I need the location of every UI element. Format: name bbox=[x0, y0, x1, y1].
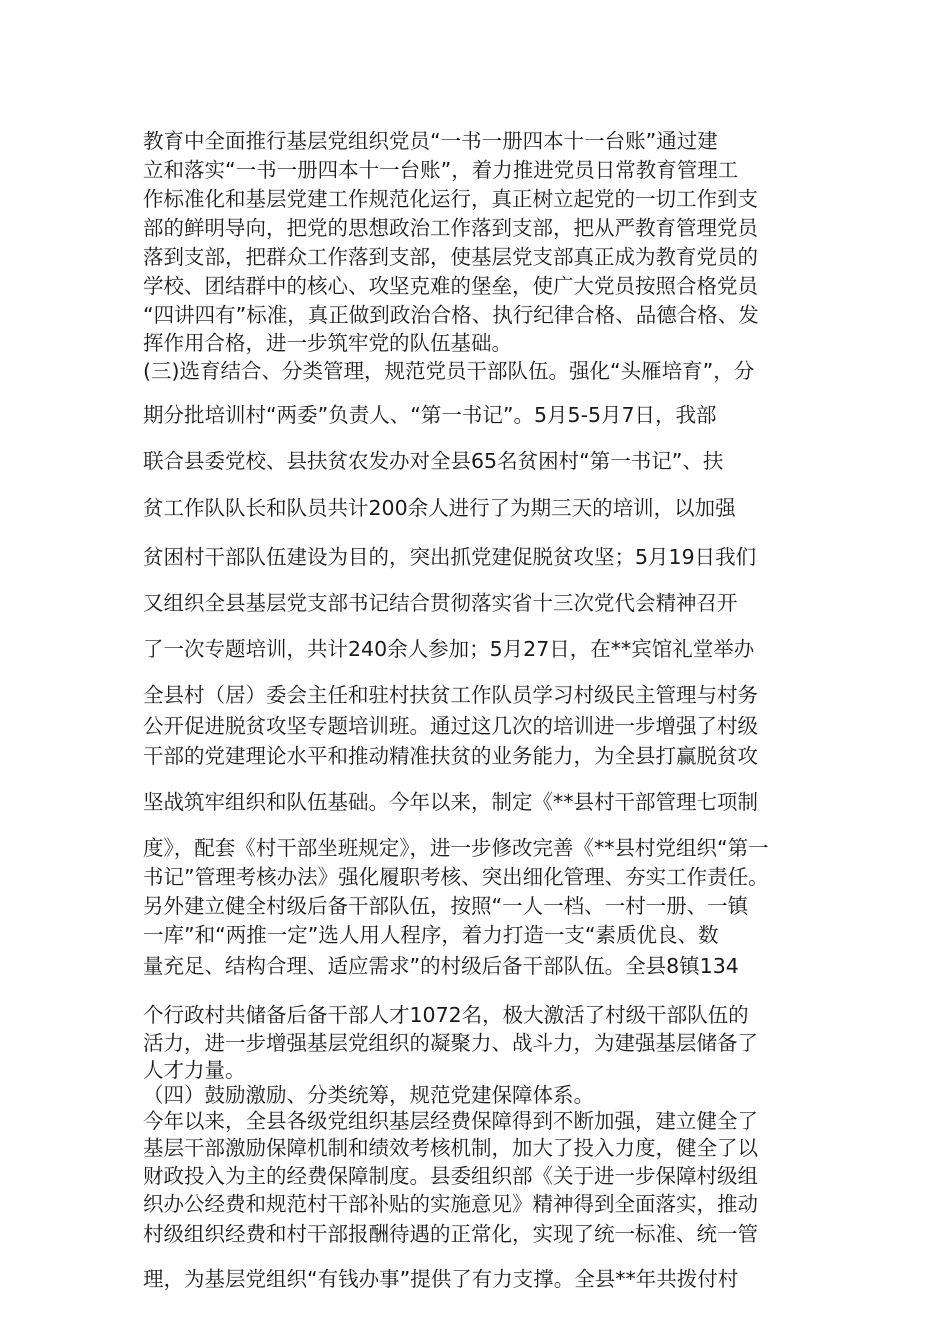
text-line-16: 全县村（居）委会主任和驻村扶贫工作队员学习村级民主管理与村务 bbox=[143, 683, 758, 707]
text-line-4: 部的鲜明导向，把党的思想政治工作落到支部，把从严教育管理党员 bbox=[143, 216, 758, 240]
text-line-1: 教育中全面推行基层党组织党员“一书一册四本十一台账”通过建 bbox=[143, 129, 718, 153]
text-line-5: 落到支部，把群众工作落到支部，使基层党支部真正成为教育党员的 bbox=[143, 245, 758, 269]
text-line-11: 联合县委党校、县扶贫农发办对全县65名贫困村“第一书记”、扶 bbox=[143, 449, 724, 473]
text-line-19: 坚战筑牢组织和队伍基础。今年以来，制定《**县村干部管理七项制 bbox=[143, 790, 758, 814]
text-line-2: 立和落实“一书一册四本十一台账”，着力推进党员日常教育管理工 bbox=[143, 158, 739, 182]
text-line-17: 公开促进脱贫攻坚专题培训班。通过这几次的培训进一步增强了村级 bbox=[143, 714, 758, 738]
text-line-22: 另外建立健全村级后备干部队伍，按照“一人一档、一村一册、一镇 bbox=[143, 894, 749, 918]
text-line-7: “四讲四有”标准，真正做到政治合格、执行纪律合格、品德合格、发 bbox=[143, 303, 759, 327]
text-line-8: 挥作用合格，进一步筑牢党的队伍基础。 bbox=[143, 331, 512, 355]
text-line-20: 度》，配套《村干部坐班规定》，进一步修改完善《**县村党组织“第一 bbox=[143, 836, 769, 860]
text-line-23: 一库”和“两推一定”选人用人程序，着力打造一支“素质优良、数 bbox=[143, 923, 719, 947]
text-line-10: 期分批培训村“两委”负责人、“第一书记”。5月5-5月7日，我部 bbox=[143, 403, 717, 427]
text-line-24: 量充足、结构合理、适应需求”的村级后备干部队伍。全县8镇134 bbox=[143, 954, 739, 978]
section-heading-4: （四）鼓励激励、分类统筹，规范党建保障体系。 bbox=[143, 1083, 594, 1107]
text-line-34: 理，为基层党组织“有钱办事”提供了有力支撑。全县**年共拨付村 bbox=[143, 1267, 739, 1291]
text-line-29: 今年以来，全县各级党组织基层经费保障得到不断加强，建立健全了 bbox=[143, 1109, 758, 1133]
text-line-15: 了一次专题培训，共计240余人参加；5月27日，在**宾馆礼堂举办 bbox=[143, 637, 755, 661]
text-line-25: 个行政村共储备后备干部人才1072名，极大激活了村级干部队伍的 bbox=[143, 1003, 749, 1027]
text-line-33: 村级组织经费和村干部报酬待遇的正常化，实现了统一标准、统一管 bbox=[143, 1222, 758, 1246]
section-heading-3: (三)选育结合、分类管理，规范党员干部队伍。强化“头雁培育”，分 bbox=[143, 359, 755, 383]
text-line-21: 书记”管理考核办法》强化履职考核、突出细化管理、夯实工作责任。 bbox=[143, 865, 769, 889]
text-line-13: 贫困村干部队伍建设为目的，突出抓党建促脱贫攻坚；5月19日我们 bbox=[143, 545, 757, 569]
text-line-27: 人才力量。 bbox=[143, 1058, 246, 1082]
text-line-12: 贫工作队队长和队员共计200余人进行了为期三天的培训，以加强 bbox=[143, 496, 736, 520]
text-line-18: 干部的党建理论水平和推动精准扶贫的业务能力，为全县打赢脱贫攻 bbox=[143, 744, 758, 768]
text-line-3: 作标准化和基层党建工作规范化运行，真正树立起党的一切工作到支 bbox=[143, 187, 758, 211]
text-line-32: 织办公经费和规范村干部补贴的实施意见》精神得到全面落实，推动 bbox=[143, 1192, 758, 1216]
text-line-14: 又组织全县基层党支部书记结合贯彻落实省十三次党代会精神召开 bbox=[143, 591, 738, 615]
text-line-31: 财政投入为主的经费保障制度。县委组织部《关于进一步保障村级组 bbox=[143, 1164, 758, 1188]
text-line-30: 基层干部激励保障机制和绩效考核机制，加大了投入力度，健全了以 bbox=[143, 1136, 758, 1160]
text-line-26: 活力，进一步增强基层党组织的凝聚力、战斗力，为建强基层储备了 bbox=[143, 1031, 758, 1055]
text-line-6: 学校、团结群中的核心、攻坚克难的堡垒，使广大党员按照合格党员 bbox=[143, 274, 758, 298]
